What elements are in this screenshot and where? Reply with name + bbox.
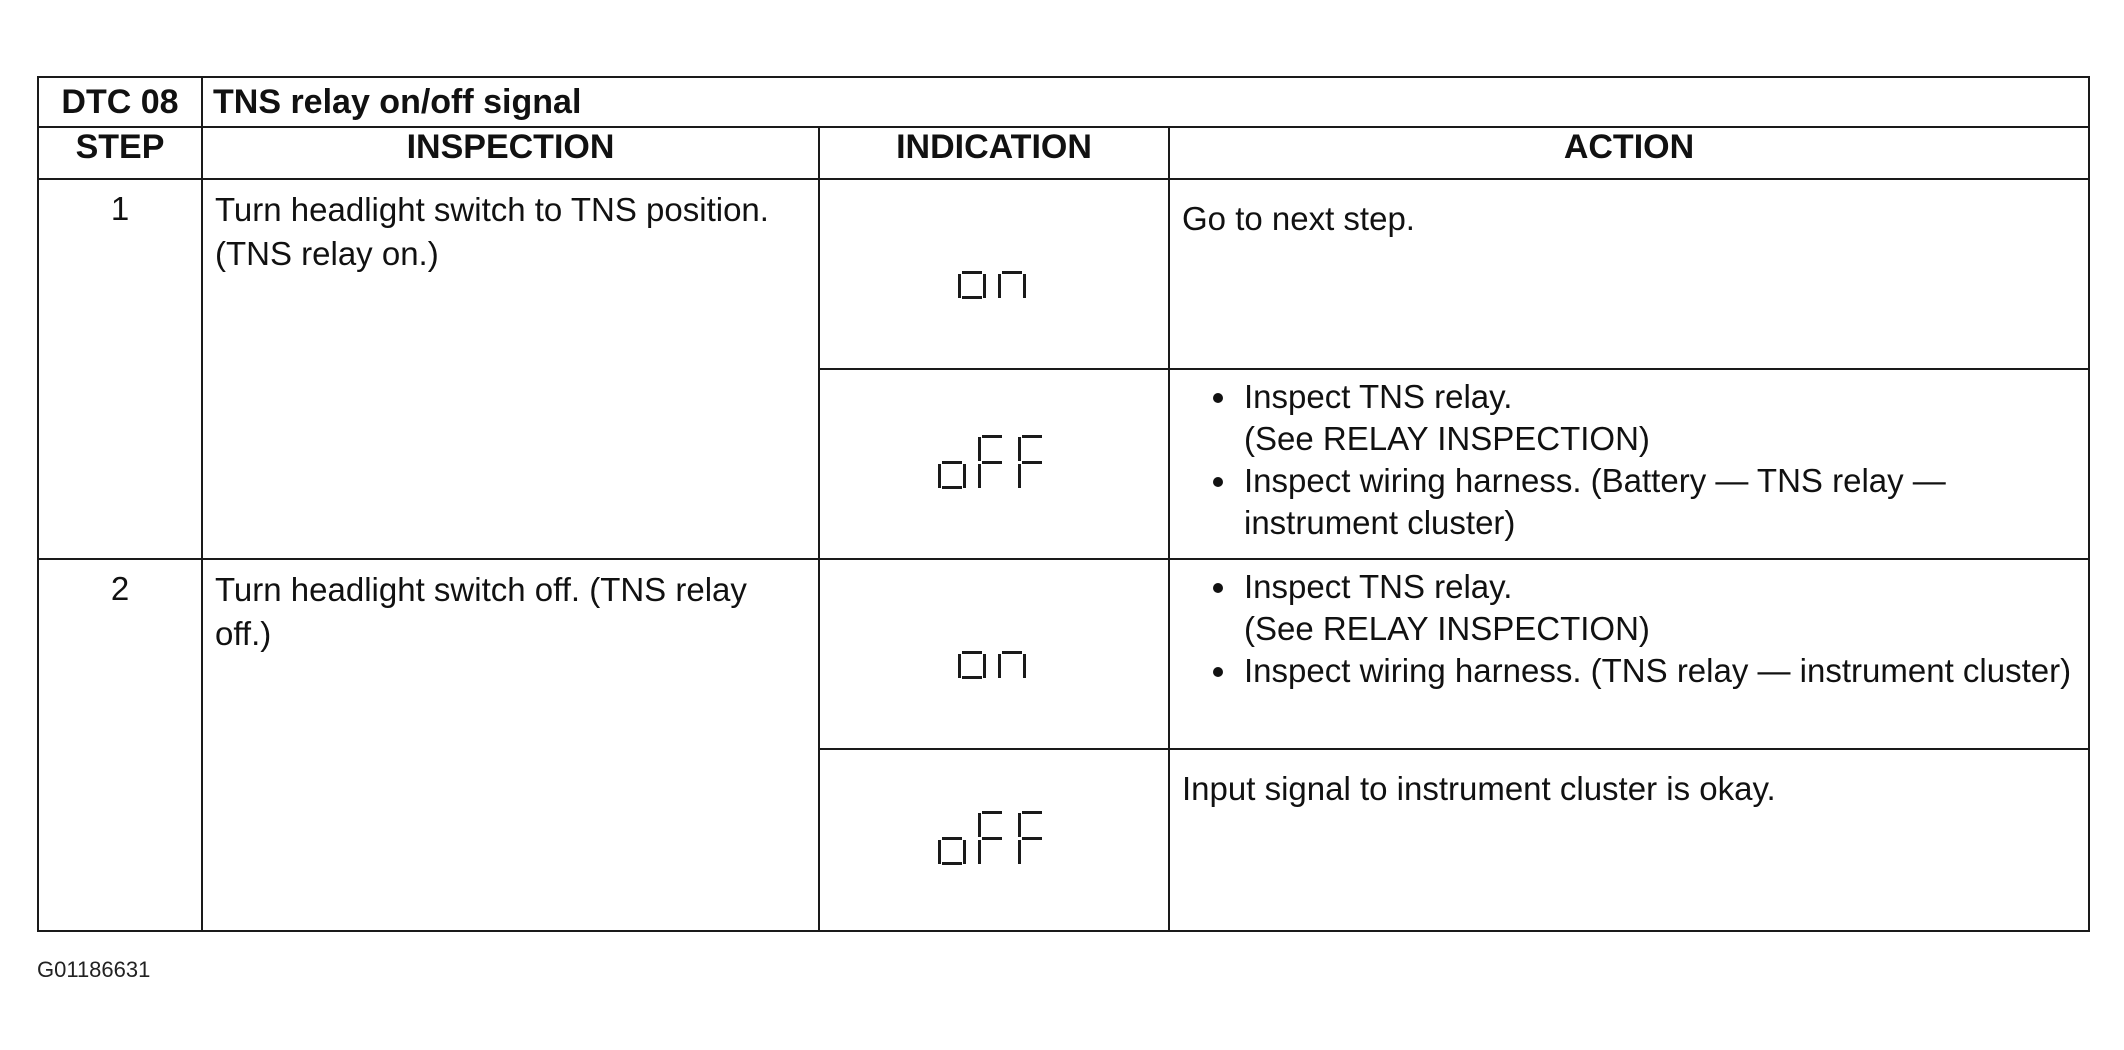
table-row <box>38 559 2089 749</box>
action-list <box>1182 566 2076 692</box>
lcd-segment <box>982 837 1002 840</box>
lcd-segment <box>1022 435 1042 438</box>
lcd-segment <box>1018 840 1021 864</box>
list-item: • Inspect TNS relay. (See RELAY INSPECTION) <box>1240 376 2076 460</box>
lcd-segment <box>938 840 941 864</box>
indication-cell <box>819 369 1169 559</box>
lcd-segment <box>938 464 941 488</box>
action-list <box>1182 376 2076 544</box>
lcd-indication <box>954 623 1034 686</box>
lcd-segment <box>963 840 966 864</box>
lcd-segment <box>942 837 962 840</box>
lcd-segment <box>982 461 1002 464</box>
lcd-segment <box>1002 651 1022 654</box>
lcd-indication <box>934 433 1054 496</box>
col-inspection: INSPECTION <box>202 127 819 179</box>
lcd-segment <box>942 862 962 865</box>
lcd-segment <box>1018 464 1021 488</box>
lcd-segment <box>983 274 986 298</box>
lcd-segment <box>978 464 981 488</box>
lcd-segment <box>998 654 1001 678</box>
inspection-text: Turn headlight switch off. (TNS relay off.) <box>202 559 819 931</box>
lcd-segment <box>978 840 981 864</box>
action-text: Input signal to instrument cluster is okay. <box>1182 770 1776 807</box>
indication-cell <box>819 559 1169 749</box>
lcd-segment <box>978 813 981 837</box>
list-item: • Inspect wiring harness. (Battery — TNS relay — instrument cluster) <box>1240 460 2076 544</box>
lcd-segment <box>1022 837 1042 840</box>
lcd-segment <box>1022 461 1042 464</box>
lcd-segment <box>963 464 966 488</box>
col-indication: INDICATION <box>819 127 1169 179</box>
lcd-segment <box>1022 811 1042 814</box>
col-action: ACTION <box>1169 127 2089 179</box>
column-header-row <box>38 127 2089 179</box>
action-cell <box>1169 369 2089 559</box>
lcd-segment <box>942 486 962 489</box>
lcd-segment <box>1002 271 1022 274</box>
list-item: • Inspect TNS relay. (See RELAY INSPECTION) <box>1240 566 2076 650</box>
lcd-indication <box>934 809 1054 872</box>
lcd-indication <box>954 243 1034 306</box>
step-number: 2 <box>38 559 202 931</box>
list-item: • Inspect wiring harness. (TNS relay — instrument cluster) <box>1240 650 2076 692</box>
action-text: Go to next step. <box>1182 200 1415 237</box>
lcd-segment <box>942 461 962 464</box>
indication-cell <box>819 749 1169 931</box>
lcd-segment <box>1023 274 1026 298</box>
lcd-segment <box>982 435 1002 438</box>
lcd-segment <box>958 274 961 298</box>
lcd-segment <box>1018 813 1021 837</box>
lcd-segment <box>983 654 986 678</box>
table-header-row <box>38 77 2089 127</box>
dtc-title: TNS relay on/off signal <box>202 77 2089 127</box>
lcd-segment <box>962 651 982 654</box>
action-cell <box>1169 559 2089 749</box>
lcd-segment <box>1023 654 1026 678</box>
inspection-text: Turn headlight switch to TNS position. (TNS relay on.) <box>202 179 819 559</box>
dtc-code: DTC 08 <box>38 77 202 127</box>
col-step: STEP <box>38 127 202 179</box>
dtc-table <box>37 76 2090 932</box>
indication-cell <box>819 179 1169 369</box>
lcd-segment <box>998 274 1001 298</box>
lcd-segment <box>958 654 961 678</box>
action-cell <box>1169 179 2089 369</box>
lcd-segment <box>962 271 982 274</box>
lcd-segment <box>962 676 982 679</box>
lcd-segment <box>962 296 982 299</box>
lcd-segment <box>1018 437 1021 461</box>
action-cell <box>1169 749 2089 931</box>
step-number: 1 <box>38 179 202 559</box>
table-row <box>38 179 2089 369</box>
lcd-segment <box>978 437 981 461</box>
lcd-segment <box>982 811 1002 814</box>
figure-id: G01186631 <box>37 957 151 982</box>
